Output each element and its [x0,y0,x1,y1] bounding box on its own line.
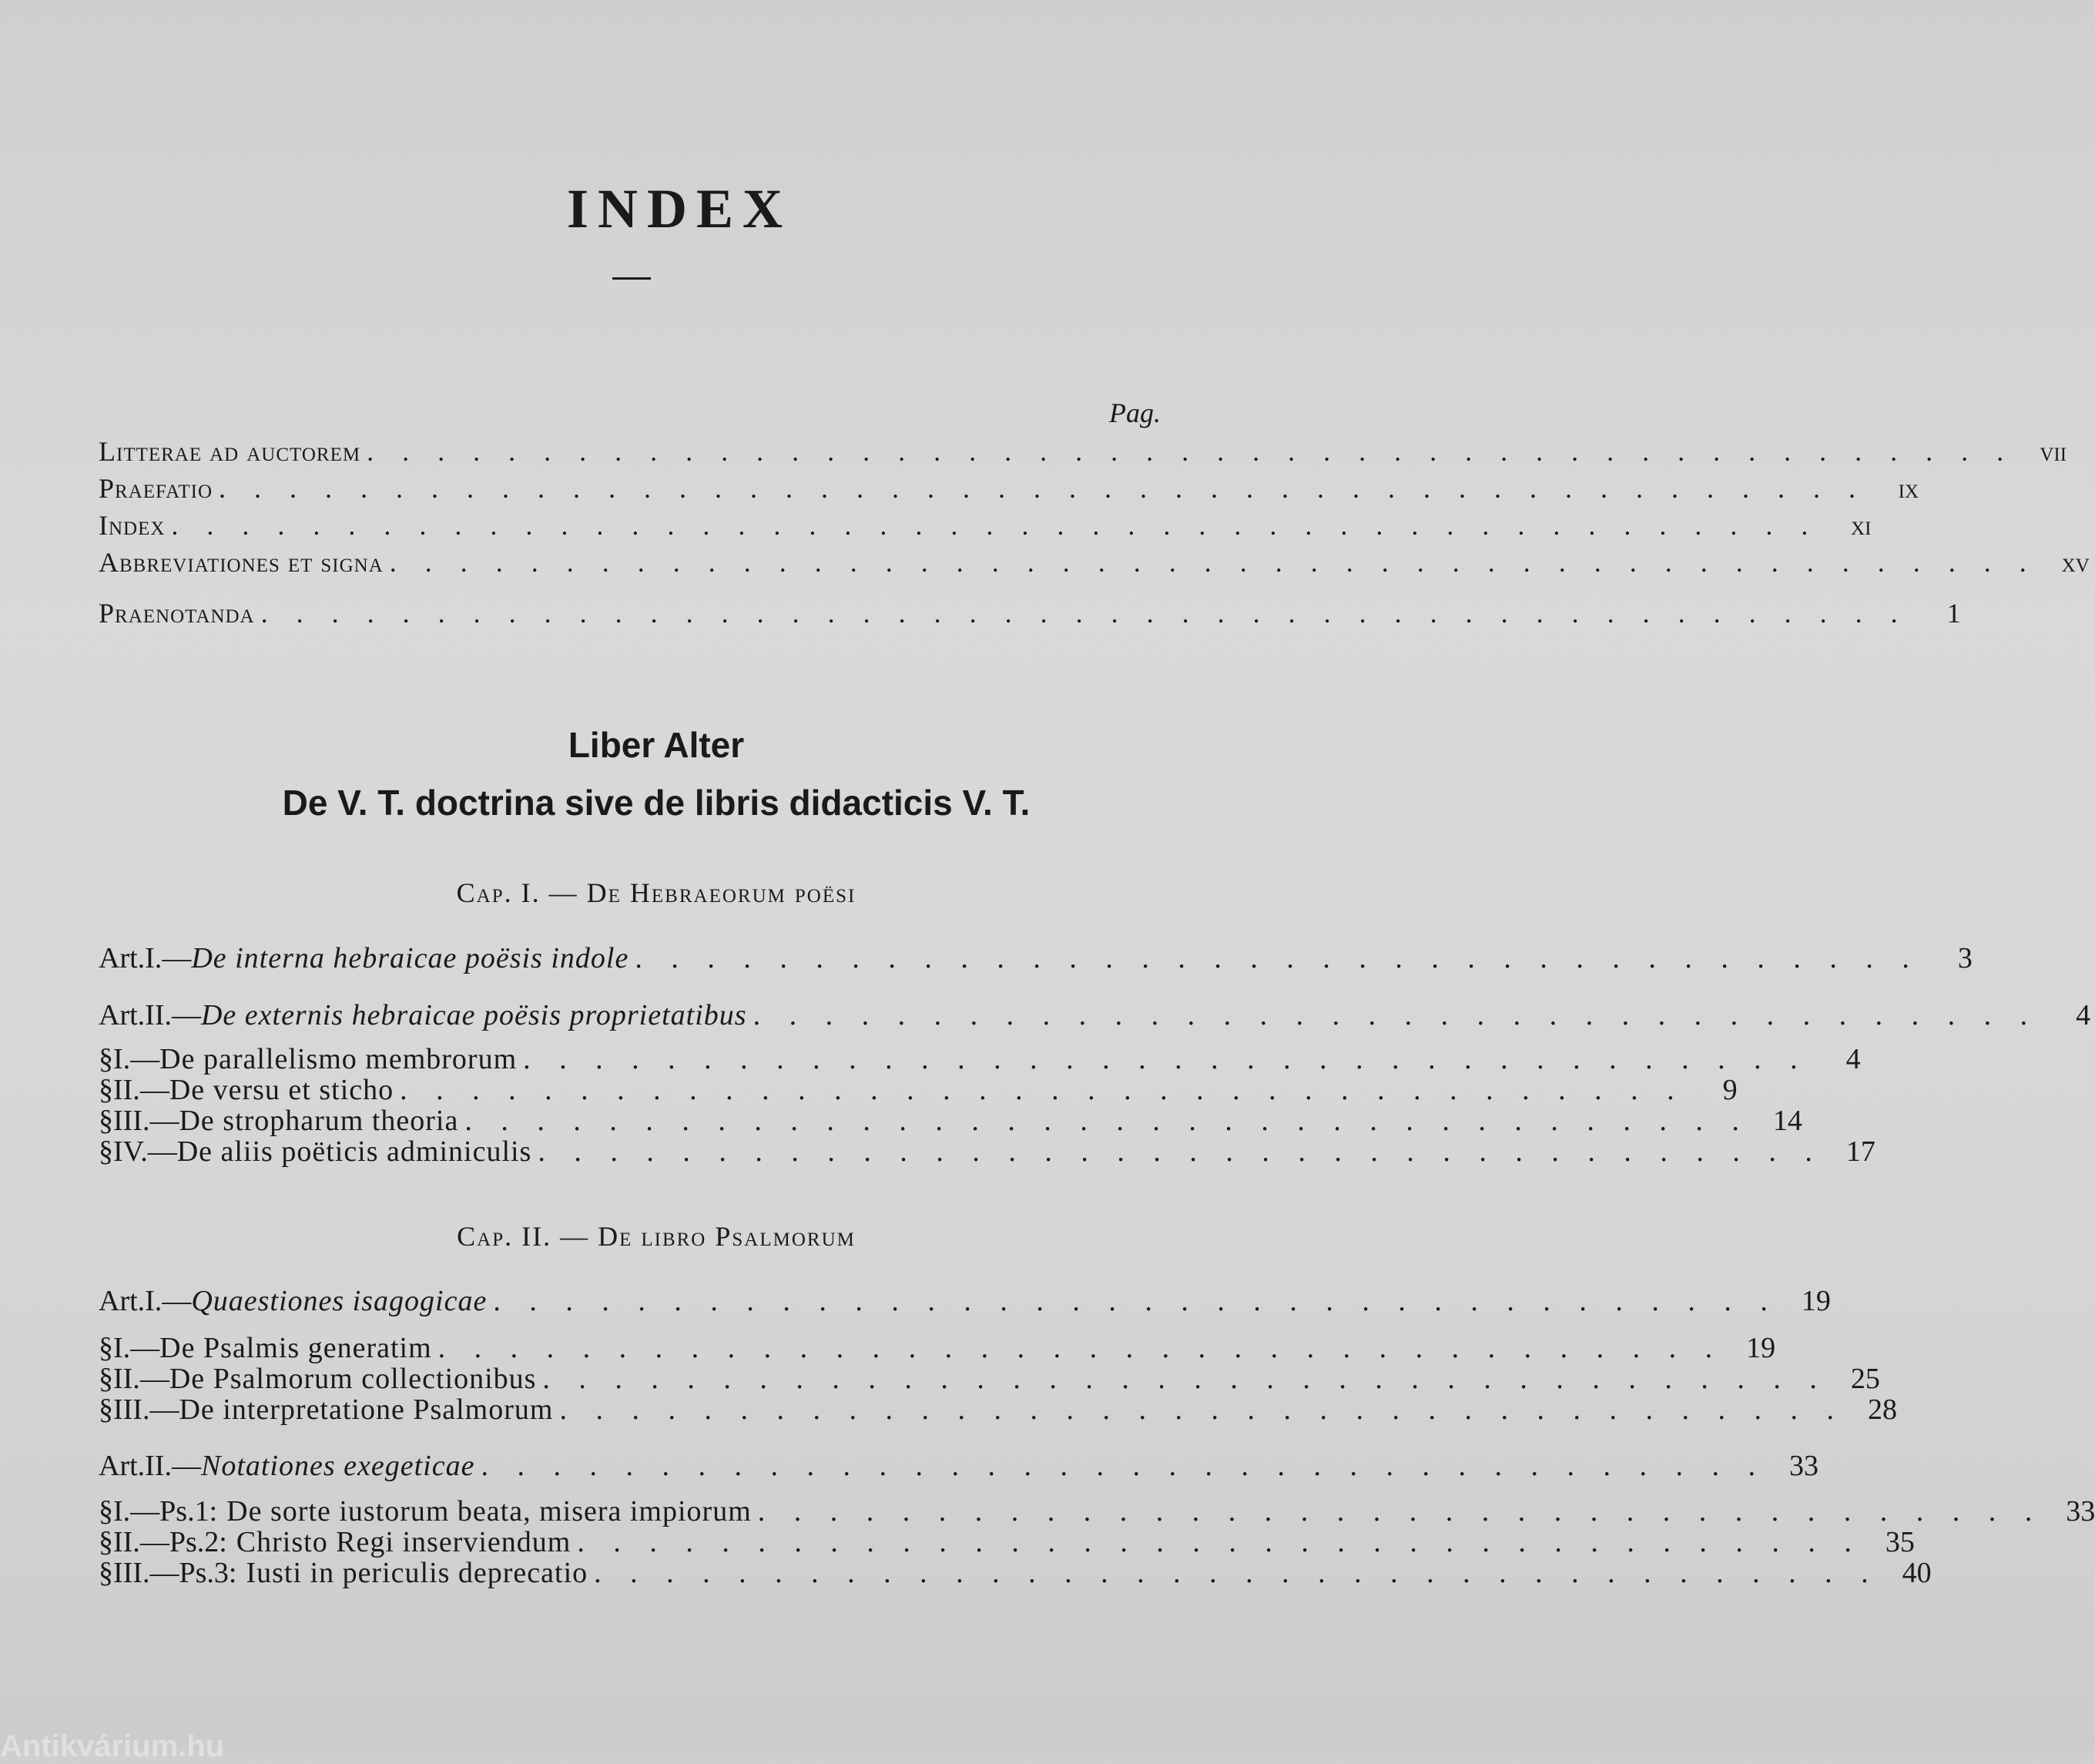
section-title: De stropharum theoria [179,1105,459,1137]
section-row [99,1525,1915,1559]
dot-leader: . . . . . . . . . . . . . . . . . . . . . . . . . . . . . . . . . . . . [437,1332,1724,1364]
section-sign: § [99,1495,113,1528]
section-sign: § [99,1526,113,1558]
dot-leader: . . . . . . . . . . . . . . . . . . . . . . . . . . . . . . . . . . . . [481,1450,1766,1482]
section-sign: § [99,1105,113,1137]
article-row [99,1449,1818,1483]
section-title: De Psalmis generatim [159,1332,432,1364]
dash: — [162,1285,192,1317]
section-row [99,1042,1861,1076]
section-number: III. [113,1393,150,1426]
dash: — [130,1495,160,1528]
art-prefix: Art. [99,1285,146,1317]
chapter-heading: Cap. II. — De libro Psalmorum [457,1221,856,1252]
section-sign: § [99,1074,113,1106]
section-row [99,1393,1897,1427]
section-title: De sorte iustorum beata, misera impiorum [226,1495,752,1528]
section-number: III. [113,1557,150,1589]
section-title: De Psalmorum collectionibus [169,1363,537,1395]
dot-leader: . . . . . . . . . . . . . . . . . . . . . . . . . . . . . . . . . . . . [542,1363,1828,1395]
entry-page: 25 [1850,1363,1880,1395]
dash: — [139,1526,169,1558]
dash: — [149,1393,179,1426]
dash: — [162,942,192,974]
dot-leader: . . . . . . . . . . . . . . . . . . . . . . . . . . . . . . . . . . . . [594,1557,1879,1589]
section-number: II. [113,1526,140,1558]
entry-page: 40 [1902,1557,1932,1589]
entry-page: 33 [2066,1495,2095,1528]
psalm-abbrev: Ps. [169,1526,205,1558]
dash: — [139,1074,169,1106]
entry-page: vii [2040,436,2067,467]
section-sign: § [99,1557,113,1589]
dash: — [149,1105,179,1137]
section-title: Christo Regi inserviendum [236,1526,572,1558]
dot-leader: . . . . . . . . . . . . . . . . . . . . . . . . . . . . . . . . . . . . . . . . . . . . . . . [367,436,2015,467]
dash: — [147,1135,177,1168]
liber-subtitle: De V. T. doctrina sive de libris didacticis V. T. [282,783,1031,823]
section-sign: § [99,1393,113,1426]
entry-page: 1 [1946,598,1961,629]
art-prefix: Art. [99,999,146,1031]
section-row [99,1135,1875,1169]
section-number: I. [113,1495,131,1528]
section-row [99,1331,1776,1365]
dash: — [149,1557,179,1589]
article-row [99,998,2091,1032]
article-title: De interna hebraicae poësis indole [191,942,629,974]
section-sign: § [99,1363,113,1395]
dash: — [139,1363,169,1395]
section-number: IV. [113,1135,148,1168]
section-title: De aliis poëticis adminiculis [176,1135,532,1168]
dot-leader: . . . . . . . . . . . . . . . . . . . . . . . . . . . . . . . . . . . . [523,1043,1808,1075]
dot-leader: . . . . . . . . . . . . . . . . . . . . . . . . . . . . . . . . . . . . [757,1495,2043,1528]
liber-title: Liber Alter [568,725,745,765]
psalm-number: 1: [194,1495,218,1528]
section-number: III. [113,1105,150,1137]
section-title: De versu et sticho [169,1074,394,1106]
entry-label: Abbreviationes et signa [99,547,384,578]
section-sign: § [99,1332,113,1364]
dot-leader: . . . . . . . . . . . . . . . . . . . . . . . . . . . . . . . . . . . . [400,1074,1685,1106]
section-title: De interpretatione Psalmorum [179,1393,554,1426]
psalm-abbrev: Ps. [159,1495,195,1528]
dash: — [171,1450,201,1482]
dash: — [171,999,201,1031]
entry-page: 28 [1867,1393,1897,1426]
section-sign: § [99,1043,113,1075]
art-number: II. [145,1450,172,1482]
section-row [99,1556,1932,1590]
entry-page: 35 [1885,1526,1915,1558]
dot-leader: . . . . . . . . . . . . . . . . . . . . . . . . . . . . . . . . . . . . [559,1393,1845,1426]
entry-label: Litterae ad auctorem [99,436,361,467]
entry-label: Praefatio [99,473,213,504]
entry-page: 17 [1845,1135,1875,1168]
entry-page: 33 [1788,1450,1818,1482]
dot-leader: . . . . . . . . . . . . . . . . . . . . . . . . . . . . . . . . . . . . [493,1285,1778,1317]
section-row [99,1073,1738,1107]
art-number: II. [145,999,172,1031]
watermark: Antikvárium.hu [0,1729,225,1763]
dot-leader: . . . . . . . . . . . . . . . . . . . . . . . . . . . . . . . . . . . . [753,999,2039,1031]
dot-leader: . . . . . . . . . . . . . . . . . . . . . . . . . . . . . . . . . . . . [464,1105,1750,1137]
section-sign: § [99,1135,113,1168]
dash: — [130,1332,160,1364]
article-row [99,1284,1831,1318]
entry-page: 3 [1957,942,1973,974]
dot-leader: . . . . . . . . . . . . . . . . . . . . . . . . . . . . . . . . . . . . . . . . . . . . . . . [389,547,2037,578]
dot-leader: . . . . . . . . . . . . . . . . . . . . . . . . . . . . . . . . . . . . [538,1135,1823,1168]
dash: — [130,1043,160,1075]
front-matter-row [99,597,1961,629]
section-number: II. [113,1363,140,1395]
entry-page: 9 [1722,1074,1738,1106]
psalm-abbrev: Ps. [179,1557,214,1589]
title-rule [612,277,651,280]
art-number: I. [145,1285,163,1317]
section-title: Iusti in periculis deprecatio [246,1557,588,1589]
entry-label: Praenotanda [99,598,255,629]
article-title: De externis hebraicae poësis proprietatibus [200,999,747,1031]
pag-column-label: Pag. [1109,397,1161,428]
section-row [99,1494,2095,1528]
dot-leader: . . . . . . . . . . . . . . . . . . . . . . . . . . . . . . . . . . . . [577,1526,1862,1558]
art-prefix: Art. [99,942,146,974]
entry-page: 4 [1845,1043,1861,1075]
article-title: Notationes exegeticae [200,1450,475,1482]
front-matter-row [99,472,1919,505]
dot-leader: . . . . . . . . . . . . . . . . . . . . . . . . . . . . . . . . . . . . [635,942,1920,974]
article-row [99,941,1973,975]
dot-leader: . . . . . . . . . . . . . . . . . . . . . . . . . . . . . . . . . . . . . . . . . . . . . . . [171,510,1819,541]
entry-page: 4 [2076,999,2091,1031]
front-matter-row [99,546,2090,578]
section-row [99,1362,1880,1396]
entry-page: xv [2061,547,2090,578]
dot-leader: . . . . . . . . . . . . . . . . . . . . . . . . . . . . . . . . . . . . . . . . . . . . . . . [219,473,1867,504]
article-title: Quaestiones isagogicae [191,1285,488,1317]
entry-page: 19 [1746,1332,1776,1364]
art-number: I. [145,942,163,974]
front-matter-row [99,509,1872,542]
front-matter-row [99,435,2067,468]
section-number: I. [113,1043,131,1075]
dot-leader: . . . . . . . . . . . . . . . . . . . . . . . . . . . . . . . . . . . . . . . . . . . . . . . [260,598,1909,629]
page-title: INDEX [566,178,793,240]
entry-page: 14 [1772,1105,1802,1137]
section-number: II. [113,1074,140,1106]
entry-page: 19 [1801,1285,1831,1317]
section-number: I. [113,1332,131,1364]
section-row [99,1104,1802,1138]
entry-label: Index [99,510,166,541]
art-prefix: Art. [99,1450,146,1482]
chapter-heading: Cap. I. — De Hebraeorum poësi [456,877,856,908]
psalm-number: 2: [204,1526,227,1558]
entry-page: xi [1851,510,1872,541]
section-title: De parallelismo membrorum [159,1043,518,1075]
entry-page: ix [1898,473,1919,504]
psalm-number: 3: [213,1557,237,1589]
